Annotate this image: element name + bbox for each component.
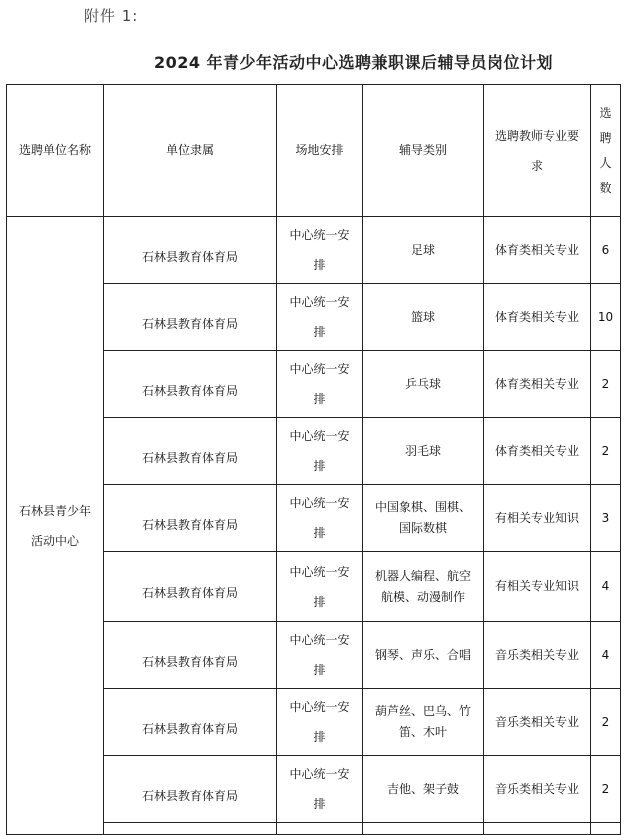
category-text: 机器人编程、航空航模、动漫制作 (374, 568, 471, 604)
cell-affiliation (104, 351, 277, 418)
affiliation-text: 石林县教育体育局 (141, 788, 238, 803)
affiliation-text: 石林县教育体育局 (141, 383, 238, 398)
header-requirement (484, 85, 591, 217)
header-count (591, 85, 621, 217)
position-plan-table (6, 84, 621, 835)
category-text: 中国象棋、围棋、国际数棋 (374, 500, 471, 535)
cell-category (363, 485, 484, 552)
cell-category (363, 418, 484, 485)
cell-venue (277, 351, 363, 418)
venue-text: 中心统一安排 (289, 295, 350, 339)
cell-requirement: 体育类相关专业 (484, 418, 591, 485)
cell-count: 2 (591, 351, 621, 418)
cell-affiliation (104, 485, 277, 552)
affiliation-text: 石林县教育体育局 (141, 316, 238, 331)
cell-affiliation (104, 552, 277, 622)
cell-category (363, 552, 484, 622)
cell-venue (277, 217, 363, 284)
attachment-label: 附件 1: (84, 7, 139, 25)
cell-affiliation (104, 689, 277, 756)
cell-category (363, 689, 484, 756)
cell-affiliation (104, 622, 277, 689)
venue-text: 中心统一安排 (289, 700, 350, 744)
header-unit-name: 选聘单位名称 (7, 85, 104, 217)
cell-requirement: 有相关专业知识 (484, 485, 591, 552)
cell-requirement: 体育类相关专业 (484, 351, 591, 418)
cell-venue (277, 418, 363, 485)
venue-text: 中心统一安排 (289, 362, 350, 406)
cell-requirement: 音乐类相关专业 (484, 622, 591, 689)
affiliation-text: 石林县教育体育局 (141, 721, 238, 736)
venue-text: 中心统一安排 (289, 228, 350, 272)
header-requirement-text: 选聘教师专业要求 (494, 128, 579, 173)
affiliation-text: 石林县教育体育局 (141, 517, 238, 532)
header-count-text: 选聘人数 (599, 105, 612, 195)
cell-empty (484, 823, 591, 835)
cell-count: 4 (591, 622, 621, 689)
affiliation-text: 石林县教育体育局 (141, 654, 238, 669)
cell-empty (277, 823, 363, 835)
venue-text: 中心统一安排 (289, 633, 350, 677)
header-category: 辅导类别 (363, 85, 484, 217)
cell-count: 10 (591, 284, 621, 351)
cell-venue (277, 284, 363, 351)
cell-category (363, 351, 484, 418)
affiliation-text: 石林县教育体育局 (141, 249, 238, 264)
cell-unit-name (7, 217, 104, 835)
cell-empty (363, 823, 484, 835)
venue-text: 中心统一安排 (289, 564, 350, 609)
table-row (7, 217, 621, 284)
cell-empty (591, 823, 621, 835)
cell-affiliation (104, 418, 277, 485)
unit-name-text: 石林县青少年活动中心 (18, 503, 91, 548)
venue-text: 中心统一安排 (289, 767, 350, 811)
header-affiliation: 单位隶属 (104, 85, 277, 217)
category-text: 钢琴、声乐、合唱 (374, 647, 471, 662)
header-venue: 场地安排 (277, 85, 363, 217)
category-text: 乒乓球 (404, 376, 441, 391)
cell-affiliation (104, 284, 277, 351)
cell-count: 2 (591, 418, 621, 485)
cell-count: 4 (591, 552, 621, 622)
cell-category (363, 756, 484, 823)
cell-requirement: 音乐类相关专业 (484, 689, 591, 756)
cell-count: 3 (591, 485, 621, 552)
category-text: 足球 (410, 242, 435, 257)
category-text: 葫芦丝、巴乌、竹笛、木叶 (374, 704, 471, 739)
category-text: 羽毛球 (404, 443, 441, 458)
cell-affiliation (104, 756, 277, 823)
table-header-row (7, 85, 621, 217)
cell-category (363, 622, 484, 689)
cell-category (363, 284, 484, 351)
cell-venue (277, 622, 363, 689)
venue-text: 中心统一安排 (289, 496, 350, 540)
cell-venue (277, 485, 363, 552)
category-text: 吉他、架子鼓 (386, 781, 459, 796)
cell-requirement: 体育类相关专业 (484, 284, 591, 351)
cell-count: 2 (591, 756, 621, 823)
cell-venue (277, 689, 363, 756)
affiliation-text: 石林县教育体育局 (141, 586, 238, 600)
cell-count: 2 (591, 689, 621, 756)
cell-category (363, 217, 484, 284)
cell-venue (277, 756, 363, 823)
cell-requirement: 音乐类相关专业 (484, 756, 591, 823)
cell-affiliation (104, 217, 277, 284)
category-text: 篮球 (410, 309, 435, 324)
page-title: 2024 年青少年活动中心选聘兼职课后辅导员岗位计划 (153, 53, 554, 72)
cell-empty (104, 823, 277, 835)
cell-requirement: 体育类相关专业 (484, 217, 591, 284)
cell-requirement: 有相关专业知识 (484, 552, 591, 622)
cell-venue (277, 552, 363, 622)
venue-text: 中心统一安排 (289, 429, 350, 473)
cell-count: 6 (591, 217, 621, 284)
affiliation-text: 石林县教育体育局 (141, 450, 238, 465)
